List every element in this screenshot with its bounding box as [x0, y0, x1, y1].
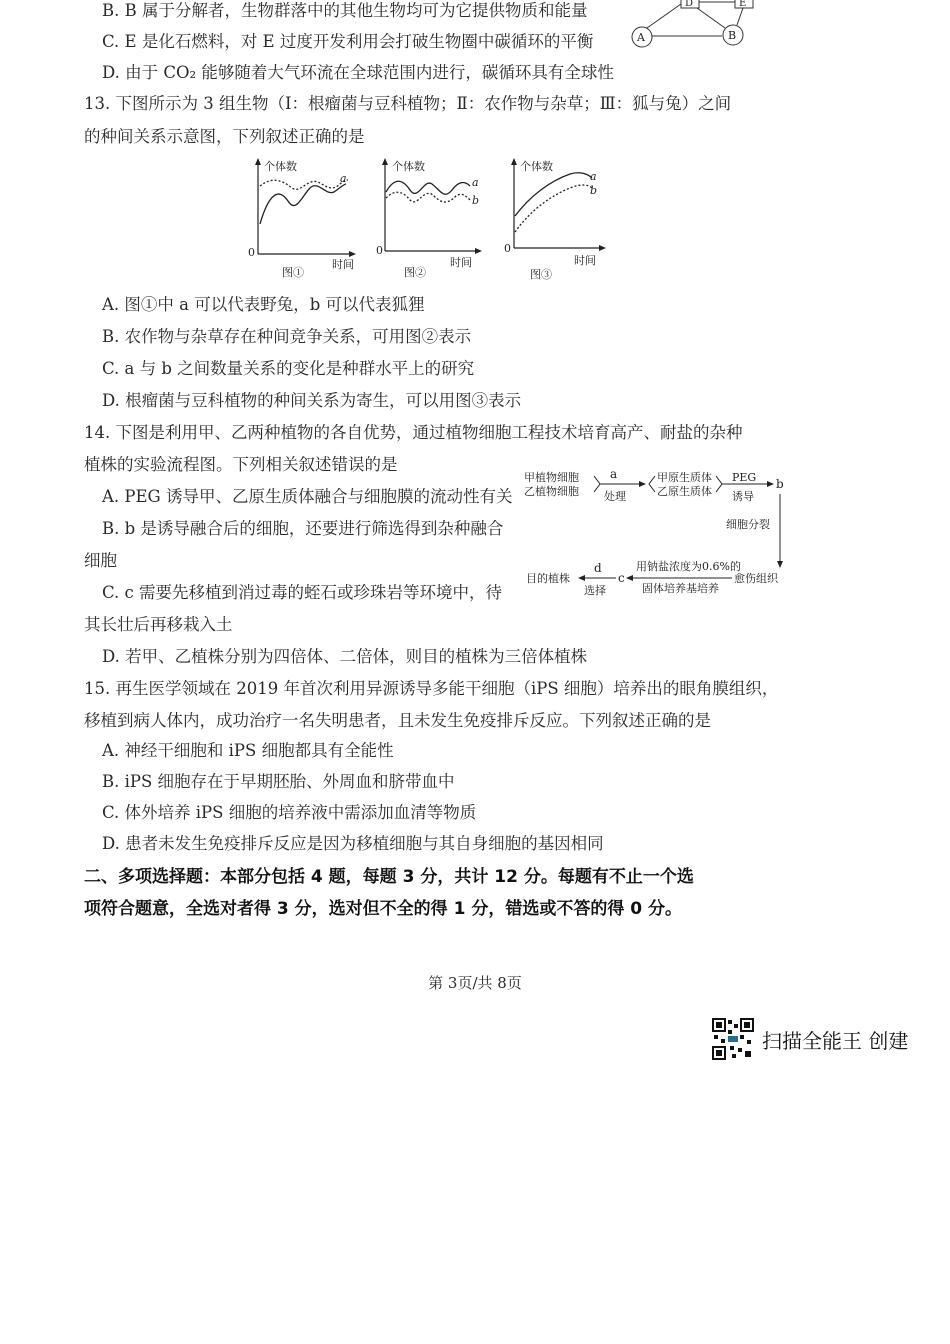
fig3-xlabel: 时间 [574, 254, 596, 267]
arrow-treat-head [639, 481, 646, 487]
section2-heading-line2: 项符合题意，全选对者得 3 分，选对但不全的得 1 分，错选或不答的得 0 分。 [84, 899, 682, 919]
q14-option-c-line2: 其长壮后再移栽入土 [84, 615, 233, 634]
fig1-curve-b [260, 184, 346, 224]
q15-option-b: B. iPS 细胞存在于早期胚胎、外周血和脐带血中 [102, 772, 455, 791]
q15-option-a: A. 神经干细胞和 iPS 细胞都具有全能性 [102, 741, 394, 760]
q13-figure-3 [500, 156, 620, 281]
proto-brace-right [716, 476, 722, 492]
fig3-curve-a [515, 173, 592, 216]
fig2-y-arrow [382, 158, 388, 165]
fig2-caption: 图② [404, 266, 426, 279]
q13-option-b: B. 农作物与杂草存在种间竞争关系，可用图②表示 [102, 327, 472, 346]
fig2-xlabel: 时间 [450, 256, 472, 269]
fig3-curve-b [515, 185, 592, 232]
q14-option-a: A. PEG 诱导甲、乙原生质体融合与细胞膜的流动性有关 [102, 487, 513, 506]
fig1-label-a: a [340, 172, 347, 185]
q15-option-c: C. 体外培养 iPS 细胞的培养液中需添加血清等物质 [102, 803, 477, 822]
flow-label-d: d [594, 561, 602, 575]
q13-figure-1 [240, 156, 360, 281]
fig1-xlabel: 时间 [332, 258, 354, 271]
fig3-origin: 0 [504, 242, 511, 255]
watermark-text: 扫描全能王 创建 [762, 1028, 909, 1053]
arrow-select-head [578, 575, 585, 581]
q13-option-a: A. 图①中 a 可以代表野兔，b 可以代表狐狸 [102, 295, 425, 314]
q12-option-d: D. 由于 CO₂ 能够随着大气环流在全球范围内进行，碳循环具有全球性 [102, 63, 614, 82]
fig2-curve-a [386, 181, 470, 194]
flow-induce: 诱导 [732, 490, 754, 503]
fig2-origin: 0 [376, 244, 383, 257]
fig1-ylabel: 个体数 [264, 160, 297, 173]
q15-option-d: D. 患者未发生免疫排斥反应是因为移植细胞与其自身细胞的基因相同 [102, 834, 604, 853]
fig3-label-b: b [590, 184, 598, 197]
fig1-caption: 图① [282, 266, 304, 279]
node-e-label: E [739, 0, 747, 9]
fig1-curve-a [260, 180, 348, 189]
fig1-x-arrow [349, 251, 356, 257]
q14-stem-line1: 14. 下图是利用甲、乙两种植物的各自优势，通过植物细胞工程技术培育高产、耐盐的杂种 [84, 423, 743, 442]
q13-option-d: D. 根瘤菌与豆科植物的种间关系为寄生，可以用图③表示 [102, 391, 522, 410]
fig3-caption: 图③ [530, 268, 552, 281]
q14-option-b-line2: 细胞 [84, 551, 117, 570]
arrow-d-b [697, 8, 725, 28]
flow-proto-jia: 甲原生质体 [657, 471, 712, 484]
arrow-e-b [737, 8, 743, 25]
flow-salt-line2: 固体培养基培养 [642, 582, 719, 595]
arrow-a-d [647, 4, 681, 28]
page-footer: 第 3页/共 8页 [428, 974, 522, 992]
q13-stem-line2: 的种间关系示意图，下列叙述正确的是 [84, 127, 365, 146]
fig3-y-arrow [511, 158, 517, 165]
q14-stem-line2: 植株的实验流程图。下列相关叙述错误的是 [84, 455, 398, 474]
fig3-ylabel: 个体数 [520, 160, 553, 173]
flow-salt-line1: 用钠盐浓度为0.6%的 [636, 560, 741, 573]
fig1-origin: 0 [248, 246, 255, 259]
arrow-salt-head [626, 575, 633, 581]
q12-option-b: B. B 属于分解者，生物群落中的其他生物均可为它提供物质和能量 [102, 1, 588, 20]
flow-cell-jia: 甲植物细胞 [524, 471, 579, 484]
fig2-x-arrow [475, 248, 482, 254]
flow-cell-yi: 乙植物细胞 [524, 485, 579, 498]
node-a-label: A [637, 31, 645, 44]
q15-stem-line1: 15. 再生医学领域在 2019 年首次利用异源诱导多能干细胞（iPS 细胞）培养出的眼角膜组织， [84, 679, 779, 698]
fig2-label-b: b [472, 194, 480, 207]
cell-brace [594, 476, 600, 492]
q14-option-b-line1: B. b 是诱导融合后的细胞，还要进行筛选得到杂种融合 [102, 519, 504, 538]
q13-option-c: C. a 与 b 之间数量关系的变化是种群水平上的研究 [102, 359, 475, 378]
q13-stem-line1: 13. 下图所示为 3 组生物（Ⅰ：根瘤菌与豆科植物；Ⅱ：农作物与杂草；Ⅲ：狐与兔）之间 [84, 94, 732, 113]
node-d-label: D [685, 0, 694, 9]
flow-peg: PEG [732, 471, 757, 484]
flow-label-b: b [776, 477, 784, 491]
q12-option-c: C. E 是化石燃料，对 E 过度开发利用会打破生物圈中碳循环的平衡 [102, 32, 594, 51]
node-b-label: B [728, 29, 737, 42]
q12-carbon-cycle-diagram [625, 0, 765, 52]
flow-select: 选择 [584, 584, 606, 597]
q13-figure-2 [370, 156, 490, 281]
fig3-label-a: a [590, 170, 597, 183]
arrow-division-head [777, 561, 783, 568]
fig2-label-a: a [472, 176, 479, 189]
fig2-ylabel: 个体数 [392, 160, 425, 173]
q14-option-c-line1: C. c 需要先移植到消过毒的蛭石或珍珠岩等环境中，待 [102, 583, 503, 602]
flow-treat: 处理 [604, 490, 626, 503]
flow-proto-yi: 乙原生质体 [657, 485, 712, 498]
q14-flow-chart [520, 462, 810, 602]
proto-brace-left [649, 476, 655, 492]
qr-code-icon [712, 1018, 754, 1060]
section2-heading-line1: 二、多项选择题：本部分包括 4 题，每题 3 分，共计 12 分。每题有不止一个选 [84, 867, 694, 887]
q14-option-d: D. 若甲、乙植株分别为四倍体、二倍体，则目的植株为三倍体植株 [102, 647, 588, 666]
fig3-x-arrow [599, 245, 606, 251]
flow-target-plant: 目的植株 [526, 572, 570, 585]
scanner-watermark [712, 1018, 908, 1060]
fig1-y-arrow [255, 158, 261, 165]
flow-callus: 愈伤组织 [734, 572, 778, 585]
flow-division: 细胞分裂 [726, 518, 770, 531]
flow-label-c: c [618, 571, 625, 585]
arrow-peg-head [767, 481, 774, 487]
flow-label-a: a [610, 467, 618, 481]
fig2-curve-b [386, 192, 470, 202]
q15-stem-line2: 移植到病人体内，成功治疗一名失明患者，且未发生免疫排斥反应。下列叙述正确的是 [84, 711, 711, 730]
